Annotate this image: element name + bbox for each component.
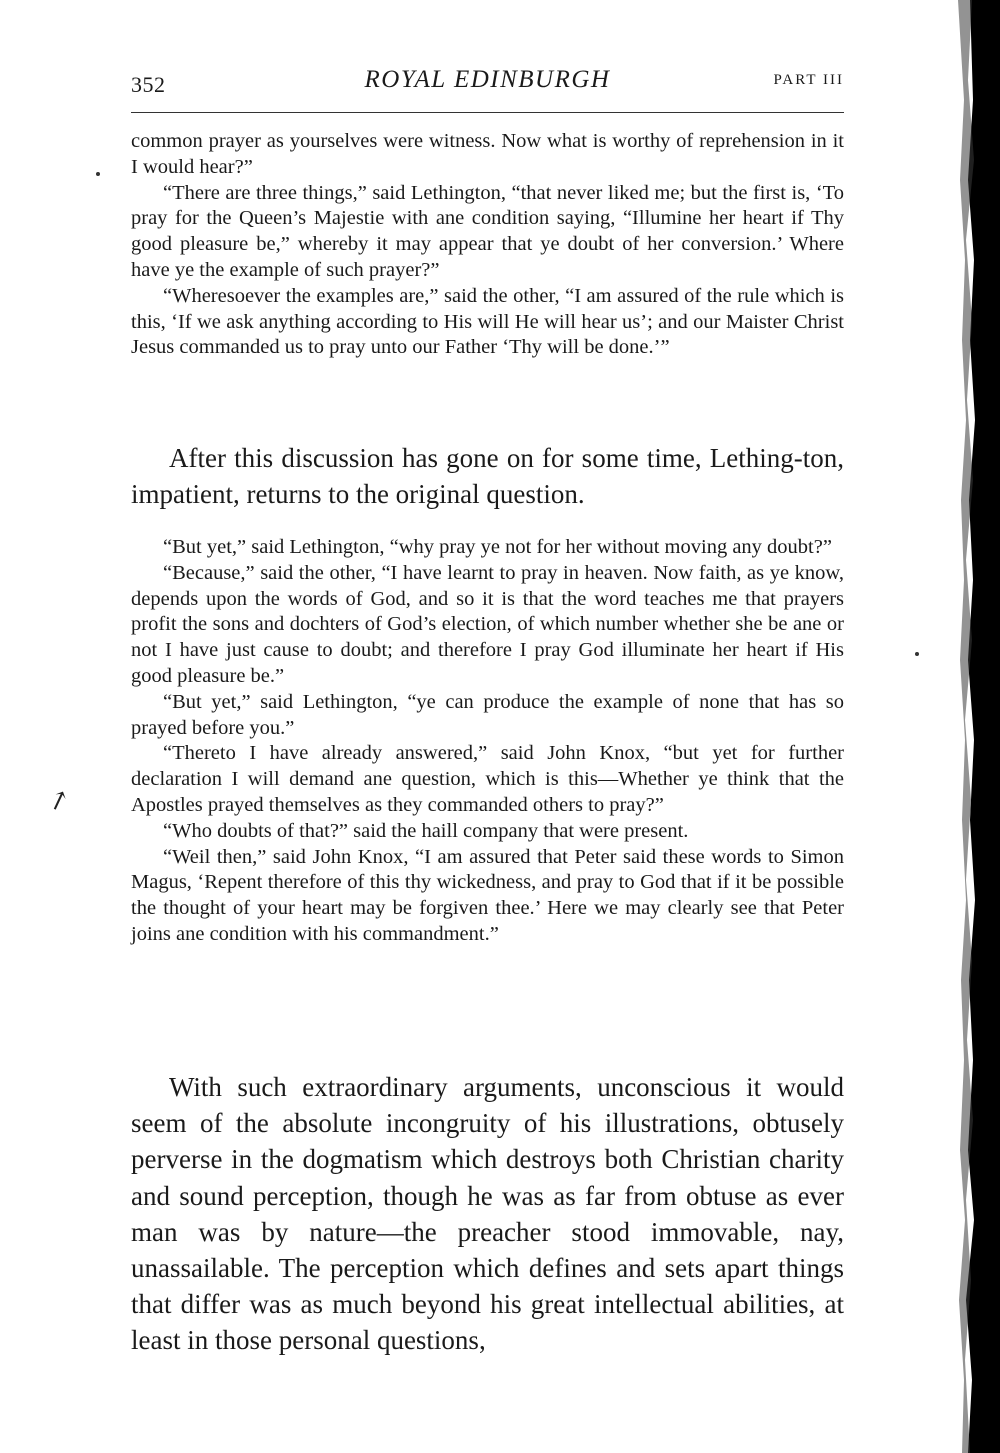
quote-paragraph: “Weil then,” said John Knox, “I am assured that Peter said these words to Simon Magus, ‘Repent therefore of this thy wickedness, and pray to God that if it be possible the thought of your heart may be forgiven thee.’ Here we may clearly see that Peter joins ane condition with his commandment.” <box>131 845 844 945</box>
binding-edge-graphic <box>928 0 1000 1453</box>
part-label: PART III <box>773 72 844 88</box>
binding-edge-shadow <box>928 0 1000 1453</box>
quote-paragraph: “Wheresoever the examples are,” said the other, “I am assured of the rule which is this, ‘If we ask anything according to His will He will hear us’; and our Maister Christ Jesus commanded us to pray unto our Father ‘Thy will be done.’” <box>131 284 844 359</box>
quote-paragraph: common prayer as yourselves were witness. Now what is worthy of reprehension in it I would hear?” <box>131 130 844 178</box>
quote-paragraph: “There are three things,” said Lethington, “that never liked me; but the first is, ‘To pray for the Queen’s Majestie with ane condition saying, “Illumine her heart if Thy good pleasure be,” whereby it may appear that ye doubt of her conversion.’ Where have ye the example of such prayer?” <box>131 181 844 281</box>
margin-pencil-mark: ↗ <box>43 783 74 818</box>
quotation-block-2 <box>131 535 844 948</box>
header-rule <box>131 112 844 113</box>
body-paragraph-2 <box>131 1069 844 1359</box>
quote-paragraph: “But yet,” said Lethington, “ye can produce the example of none that has so prayed before you.” <box>131 690 844 739</box>
body-paragraph: After this discussion has gone on for some time, Lething-ton, impatient, returns to the original question. <box>131 443 844 510</box>
running-head <box>131 62 844 102</box>
quote-paragraph: “Thereto I have already answered,” said John Knox, “but yet for further declaration I will demand ane question, which is this—Whether ye think that the Apostles prayed themselves as they commanded others to pray?” <box>131 742 844 816</box>
quotation-block-1 <box>131 129 844 361</box>
book-title: ROYAL EDINBURGH <box>364 66 611 93</box>
page-number: 352 <box>131 72 166 97</box>
body-paragraph: With such extraordinary arguments, unconscious it would seem of the absolute incongruity of his illustrations, obtusely perverse in the dogmatism which destroys both Christian charity and sound perception, though he was as far from obtuse as ever man was by nature—the preacher stood immovable, nay, unassailable. The perception which defines and sets apart things that differ was as much beyond his great intellectual abilities, at least in those personal questions, <box>131 1072 844 1356</box>
quote-paragraph: “But yet,” said Lethington, “why pray ye not for her without moving any doubt?” <box>163 536 832 558</box>
quote-paragraph: “Because,” said the other, “I have learnt to pray in heaven. Now faith, as ye know, depends upon the words of God, and so it is that the word teaches me that prayers profit the sons and dochters of God’s election, of which number whether she be ane or not I have just cause to doubt; and therefore I pray God illuminate her heart if His good pleasure be.” <box>131 561 844 687</box>
body-paragraph-1 <box>131 440 844 512</box>
stray-ink-dot <box>915 652 919 656</box>
quote-paragraph: “Who doubts of that?” said the haill company that were present. <box>163 819 689 842</box>
stray-ink-dot <box>96 172 100 176</box>
